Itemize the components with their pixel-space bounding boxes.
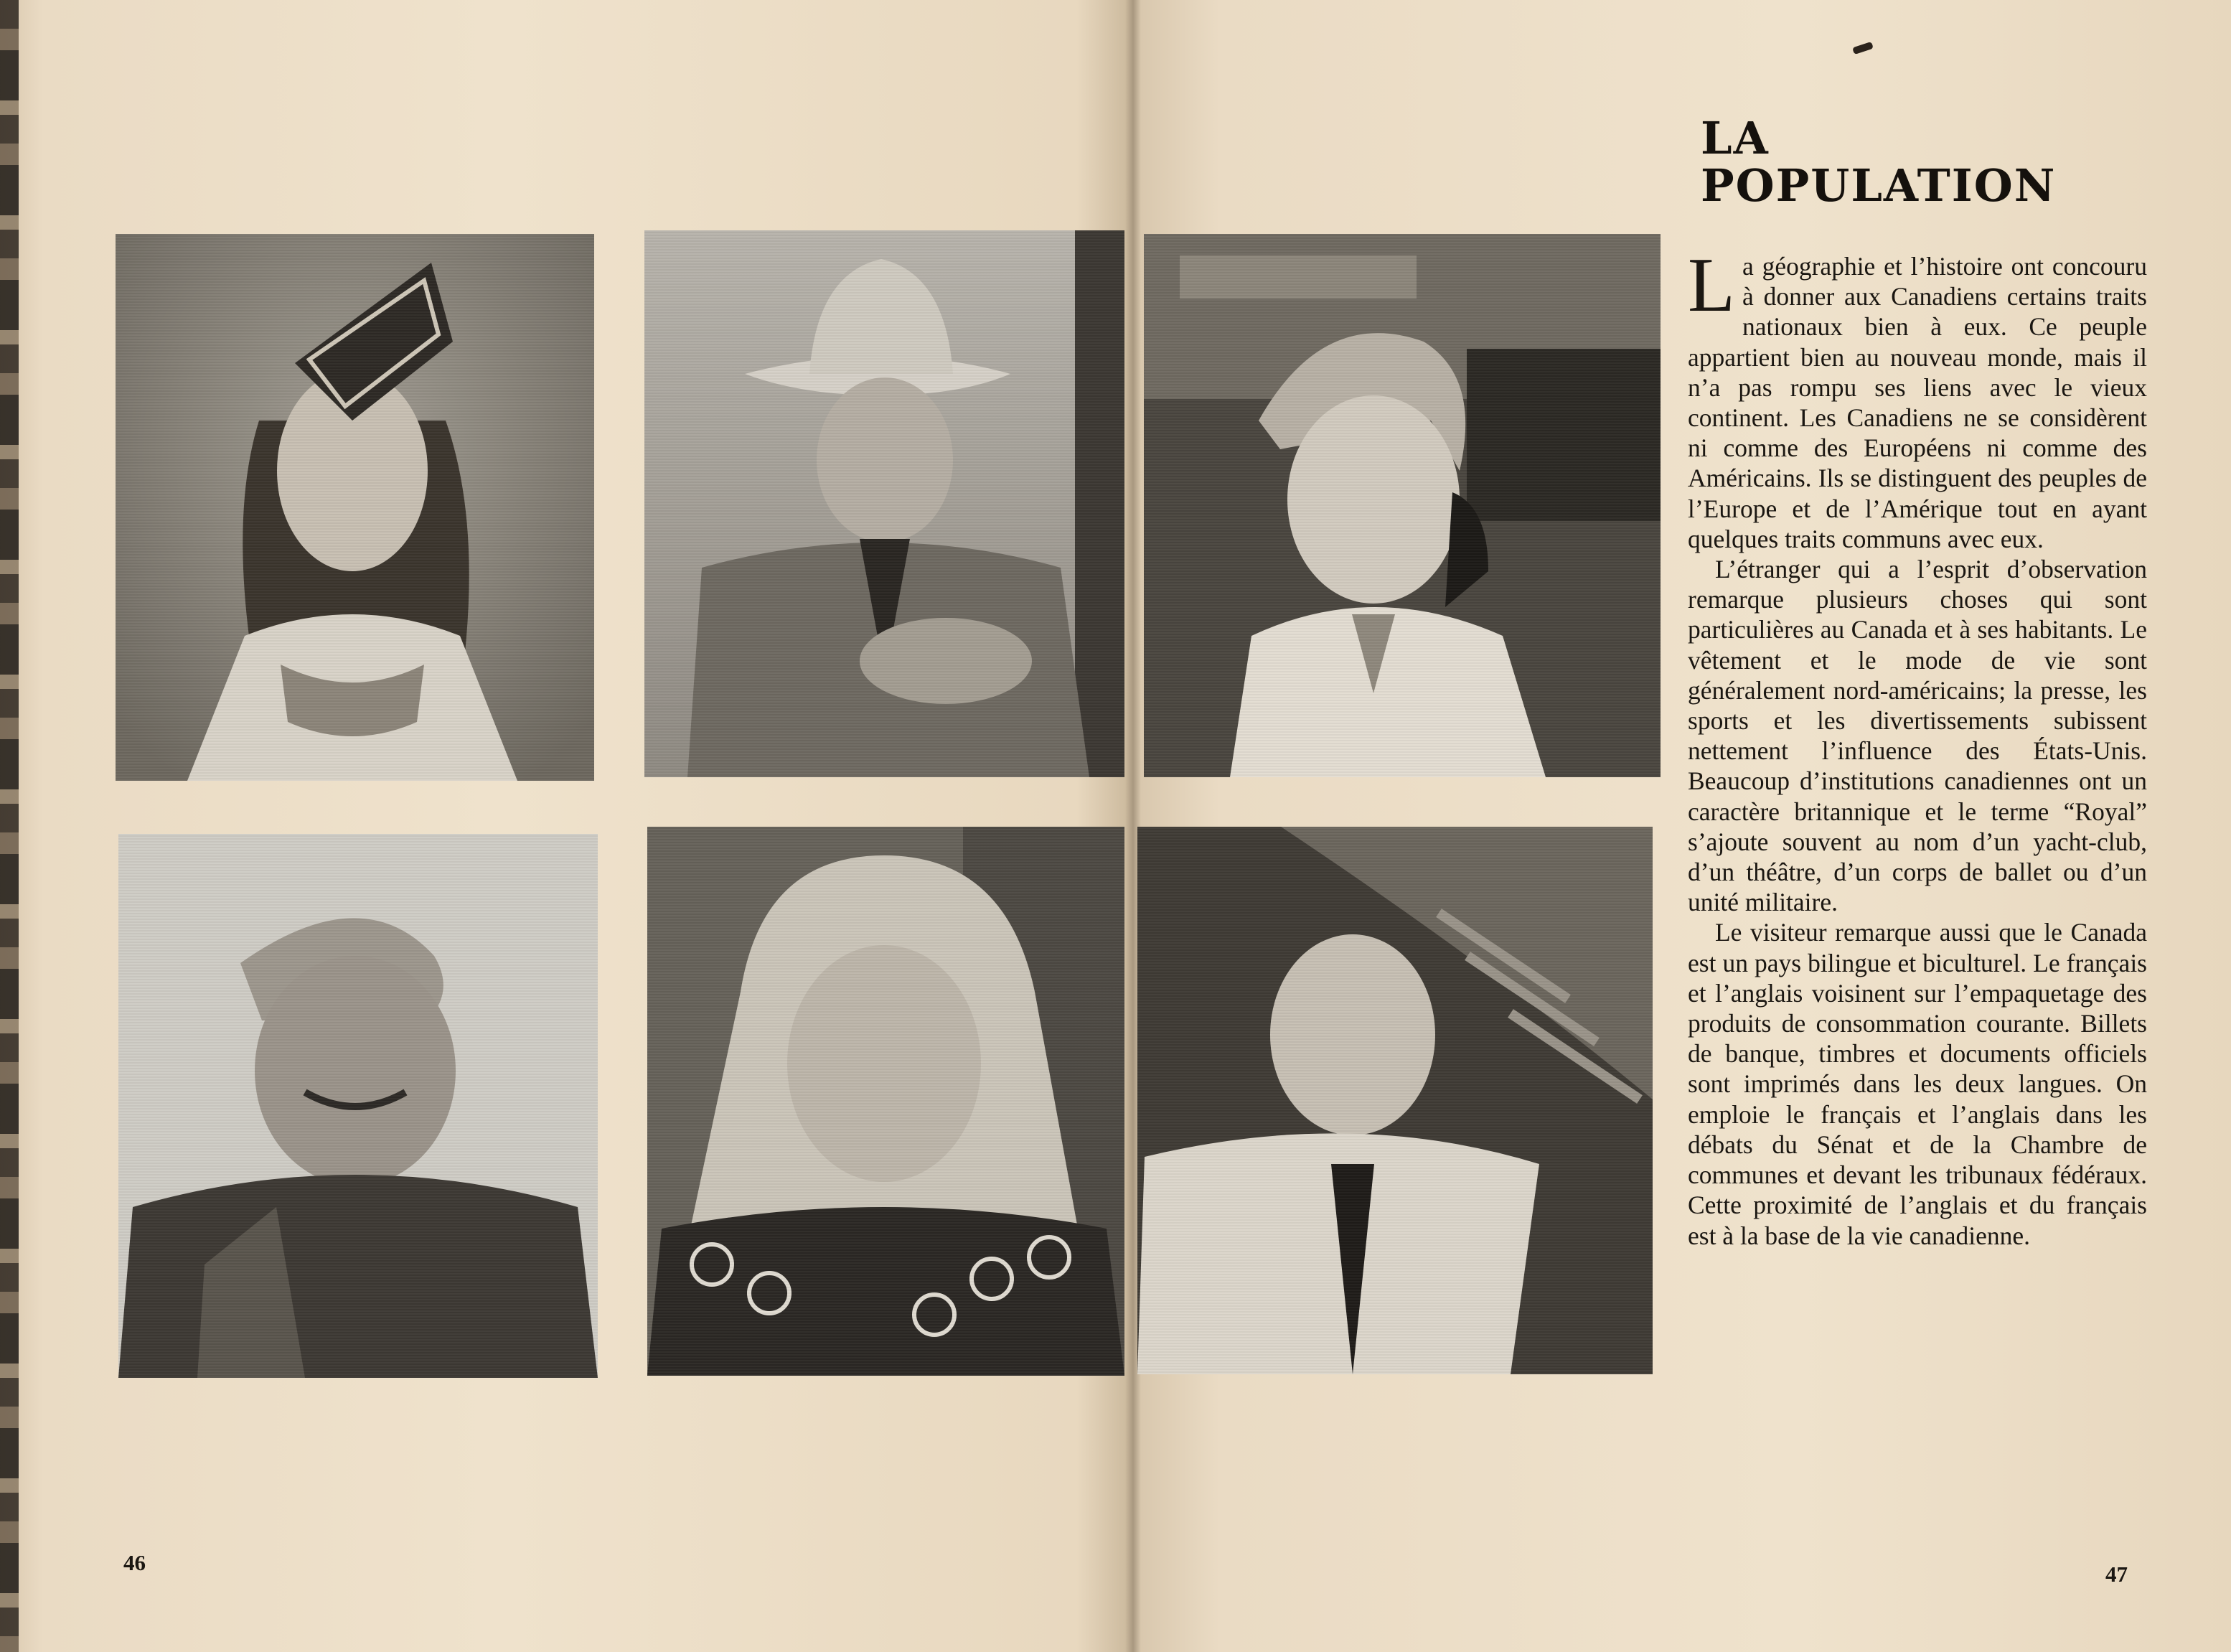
photo-woman-telephone [1144,234,1661,777]
ink-mark [1852,42,1874,55]
photo-man-glasses-factory [1137,827,1653,1374]
article-body [1688,243,2147,1251]
page-number-left: 46 [123,1550,146,1575]
photo-woman-headdress [116,234,594,781]
photo-old-man-smiling [118,834,598,1378]
title-line-2: POPULATION [1701,159,2057,212]
paragraph-1 [1688,243,2147,554]
title-line-1: LA [1701,112,1770,164]
photo-woman-lace-veil [647,827,1124,1376]
paragraph-3: Le visiteur remarque aussi que le Canada est un pays bilingue et biculturel. Le français et l’anglais voisinent sur l’empaquetage des produits de consommation courante. Billets de banque, timbres et documents officiels sont imprimés dans les deux langues. On emploie le français et l’anglais dans les débats du Sénat et de la Chambre de communes et devant les tribunaux fédéraux. Cette proximité de l’anglais et du français est à la base de la vie canadienne. [1688,918,2147,1250]
paragraph-2: L’étranger qui a l’esprit d’observation remarque plusieurs choses qui sont particulières au Canada et à ses habitants. Le vêtement et le mode de vie sont généralement nord-américains; la presse, les sports et les divertissements subissent nettement l’influence des États-Unis. Beaucoup d’institutions canadiennes ont un caractère britannique et le terme “Royal” s’ajoute souvent au nom d’un yacht-club, d’un théâtre, d’un corps de ballet ou d’un unité militaire. [1688,555,2147,917]
page-edge [0,0,19,1652]
book-gutter [1125,0,1141,1652]
page-number-right: 47 [2105,1562,2128,1587]
page-title [1701,112,2131,212]
drop-cap: L [1688,243,1735,328]
paragraph-1-text: a géographie et l’histoire ont concouru à donner aux Canadiens certains traits nationaux bien à eux. Ce peuple appartient bien au nouveau monde, mais il n’a pas rompu ses liens avec le vieux continent. Les Canadiens ne se considèrent ni comme des Européens ni comme des Américains. Ils se distinguent des peuples de l’Europe et de l’Amérique tout en ayant quelques traits communs avec eux. [1688,252,2147,553]
photo-man-cowboy-hat [644,230,1124,777]
